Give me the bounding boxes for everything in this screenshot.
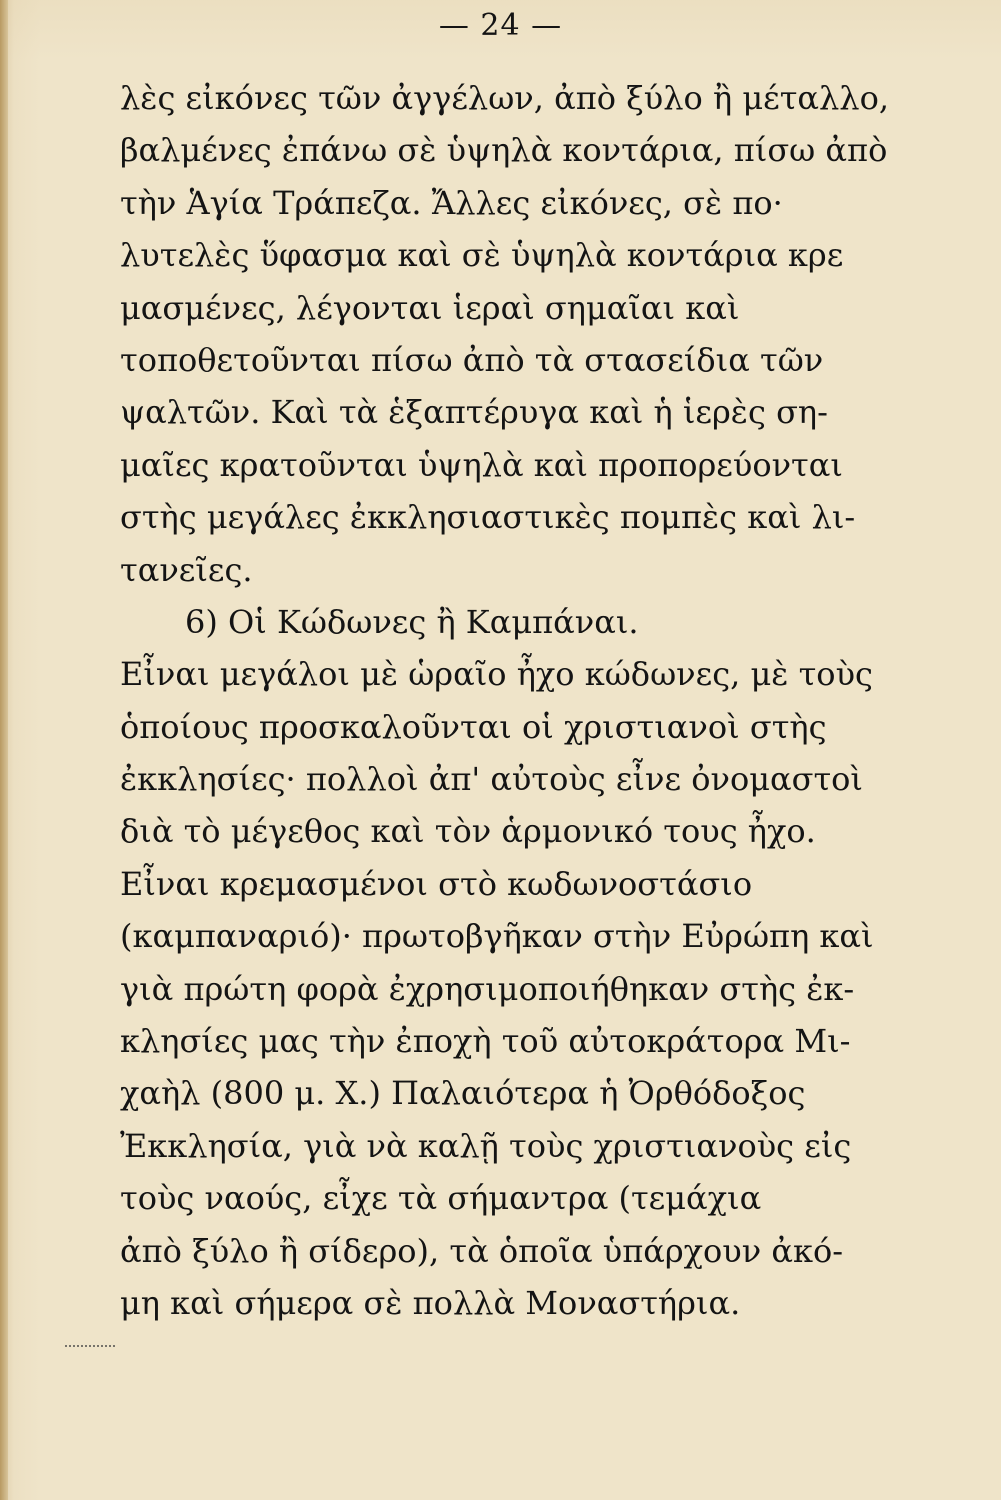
text-line: μη καὶ σήμερα σὲ πολλὰ Μοναστήρια. xyxy=(120,1283,741,1322)
text-line: ἐκκλησίες· πολλοὶ ἀπ' αὐτοὺς εἶνε ὀνομαστοὶ xyxy=(120,760,863,799)
text-line: λυτελὲς ὕφασμα καὶ σὲ ὑψηλὰ κοντάρια κρε xyxy=(120,236,844,275)
page-binding-edge xyxy=(0,0,8,1500)
text-line: τοὺς ναούς, εἶχε τὰ σήμαντρα (τεμάχια xyxy=(120,1179,762,1218)
text-line: τὴν Ἁγία Τράπεζα. Ἄλλες εἰκόνες, σὲ πο· xyxy=(120,183,783,222)
text-line: Ἐκκλησία, γιὰ νὰ καλῇ τοὺς χριστιανοὺς εἰς xyxy=(120,1126,852,1165)
text-line: μαῖες κρατοῦνται ὑψηλὰ καὶ προπορεύονται xyxy=(120,445,843,484)
text-line: χαὴλ (800 μ. Χ.) Παλαιότερα ἡ Ὀρθόδοξος xyxy=(120,1074,806,1113)
ink-smudge xyxy=(65,1345,115,1351)
text-line: ψαλτῶν. Καὶ τὰ ἑξαπτέρυγα καὶ ἡ ἱερὲς ση- xyxy=(120,393,828,432)
text-line: Εἶναι μεγάλοι μὲ ὡραῖο ἦχο κώδωνες, μὲ τοὺς xyxy=(120,655,873,694)
text-line: διὰ τὸ μέγεθος καὶ τὸν ἁρμονικό τους ἦχο. xyxy=(120,812,816,851)
page-text-body xyxy=(120,72,890,1329)
text-line: στὴς μεγάλες ἐκκλησιαστικὲς πομπὲς καὶ λι- xyxy=(120,498,856,537)
text-line: ἀπὸ ξύλο ἢ σίδερο), τὰ ὁποῖα ὑπάρχουν ἀκό- xyxy=(120,1231,844,1270)
text-line: μασμένες, λέγονται ἱεραὶ σημαῖαι καὶ xyxy=(120,288,740,327)
text-line: τοποθετοῦνται πίσω ἀπὸ τὰ στασείδια τῶν xyxy=(120,340,824,379)
text-line: λὲς εἰκόνες τῶν ἀγγέλων, ἀπὸ ξύλο ἢ μέταλλο, xyxy=(120,79,889,117)
text-line: (καμπαναριό)· πρωτοβγῆκαν στὴν Εὐρώπη καὶ xyxy=(120,917,874,956)
text-line: κλησίες μας τὴν ἐποχὴ τοῦ αὐτοκράτορα Μι- xyxy=(120,1022,851,1061)
text-line: βαλμένες ἐπάνω σὲ ὑψηλὰ κοντάρια, πίσω ἀπὸ xyxy=(120,131,888,170)
text-line: ὁποίους προσκαλοῦνται οἱ χριστιανοὶ στὴς xyxy=(120,707,827,746)
text-line: τανεῖες. xyxy=(120,550,253,589)
page-number: — 24 — xyxy=(438,8,563,43)
text-line: Εἶναι κρεμασμένοι στὸ κωδωνοστάσιο xyxy=(120,864,753,903)
text-line: γιὰ πρώτη φορὰ ἐχρησιμοποιήθηκαν στὴς ἐκ- xyxy=(120,969,855,1008)
section-heading-line: 6) Οἱ Κώδωνες ἢ Καμπάναι. xyxy=(185,602,639,641)
